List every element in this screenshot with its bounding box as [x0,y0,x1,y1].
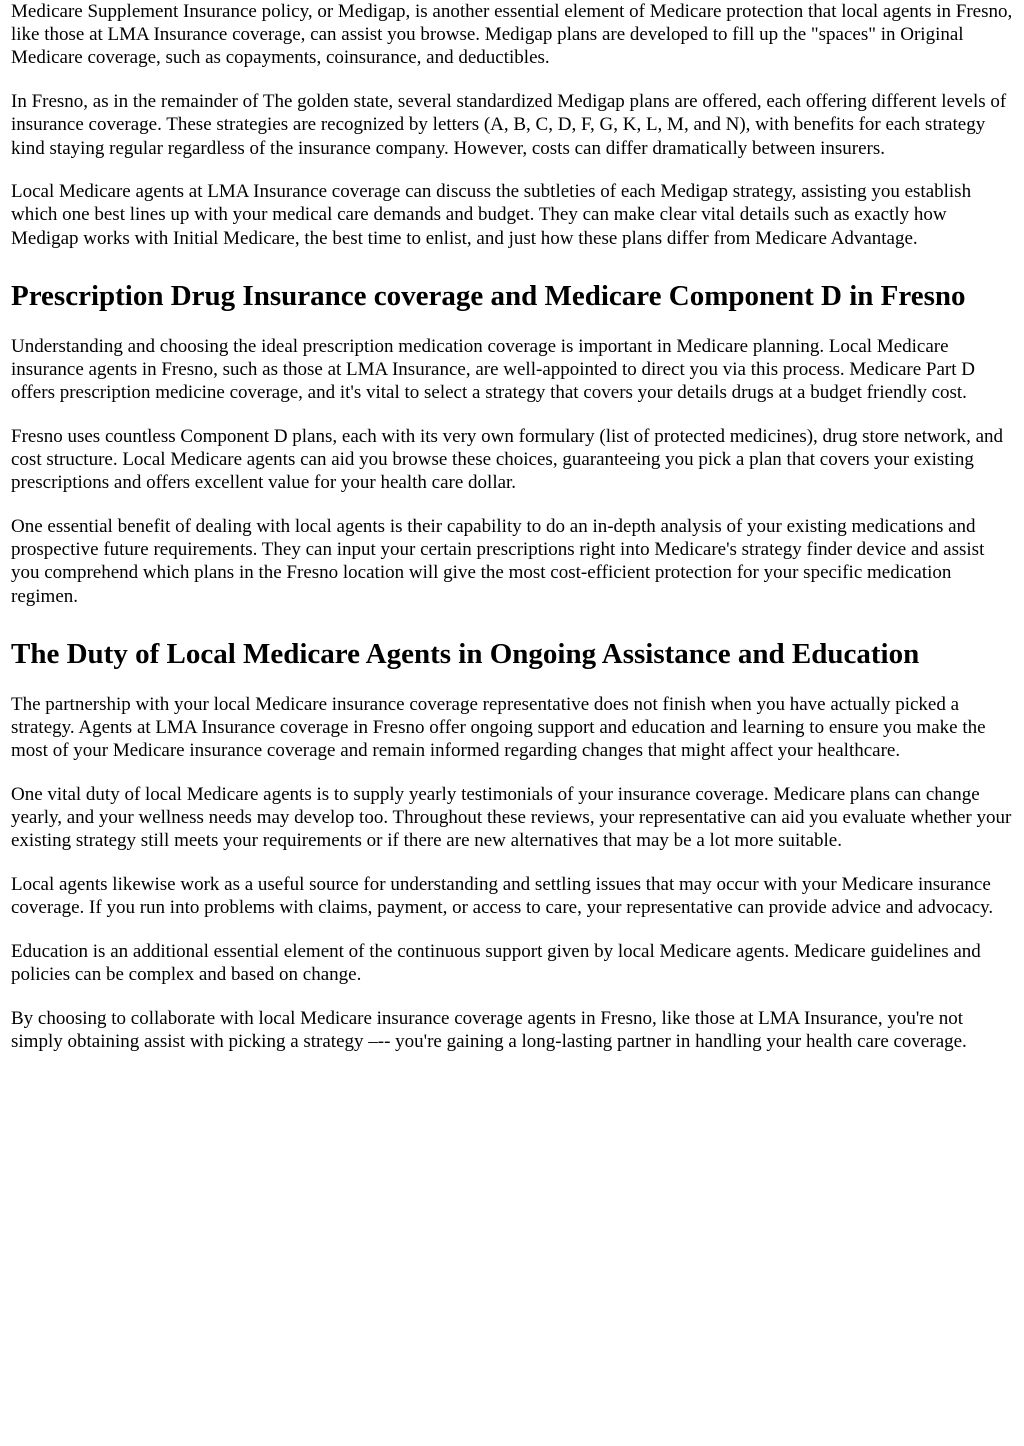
article-body [11,0,1016,1053]
paragraph: One essential benefit of dealing with local agents is their capability to do an in-depth analysis of your existing medications and prospective future requirements. They can input your certain prescriptions right into Medicare's strategy finder device and assist you comprehend which plans in the Fresno location will give the most cost-efficient protection for your specific medication regimen. [11,516,985,607]
paragraph: Fresno uses countless Component D plans, each with its very own formulary (list of protected medicines), drug store network, and cost structure. Local Medicare agents can aid you browse these choices, guaranteeing you pick a plan that covers your existing prescriptions and offers excellent value for your health care dollar. [11,425,1004,494]
section-ongoing-support [11,637,1016,1053]
paragraph: Education is an additional essential element of the continuous support given by local Medicare agents. Medicare guidelines and policies can be complex and based on change. [11,940,981,986]
paragraph: The partnership with your local Medicare insurance coverage representative does not finish when you have actually picked a strategy. Agents at LMA Insurance coverage in Fresno offer ongoing support and education and learning to ensure you make the most of your Medicare insurance coverage and remain informed regarding changes that might affect your healthcare. [11,693,986,762]
paragraph: In Fresno, as in the remainder of The golden state, several standardized Medigap plans are offered, each offering different levels of insurance coverage. These strategies are recognized by letters (A, B, C, D, F, G, K, L, M, and N), with benefits for each strategy kind staying regular regardless of the insurance company. However, costs can differ dramatically between insurers. [11,91,1007,159]
paragraph: Local Medicare agents at LMA Insurance coverage can discuss the subtleties of each Medigap strategy, assisting you establish which one best lines up with your medical care demands and budget. They can make clear vital details such as exactly how Medigap works with Initial Medicare, the best time to enlist, and just how these plans differ from Medicare Advantage. [11,181,972,249]
paragraph: Understanding and choosing the ideal prescription medication coverage is important in Medicare planning. Local Medicare insurance agents in Fresno, such as those at LMA Insurance, are well-appointed to direct you via this process. Medicare Part D offers prescription medicine coverage, and it's vital to select a strategy that covers your details drugs at a budget friendly cost. [11,335,975,404]
section-medigap [11,0,1016,250]
paragraph: Medicare Supplement Insurance policy, or Medigap, is another essential element of Medicare protection that local agents in Fresno, like those at LMA Insurance coverage, can assist you browse. Medigap plans are developed to fill up the "spaces" in Original Medicare coverage, such as copayments, coinsurance, and deductibles. [11,1,1013,69]
paragraph: Local agents likewise work as a useful source for understanding and settling issues that may occur with your Medicare insurance coverage. If you run into problems with claims, payment, or access to care, your representative can provide advice and advocacy. [11,874,994,919]
section-heading: The Duty of Local Medicare Agents in Ongoing Assistance and Education [11,637,920,670]
paragraph: One vital duty of local Medicare agents is to supply yearly testimonials of your insurance coverage. Medicare plans can change yearly, and your wellness needs may develop too. Throughout these reviews, your representative can aid you evaluate whether your existing strategy still meets your requirements or if there are new alternatives that may be a lot more suitable. [11,783,1012,852]
section-part-d [11,279,1016,608]
paragraph: By choosing to collaborate with local Medicare insurance coverage agents in Fresno, like those at LMA Insurance, you're not simply obtaining assist with picking a strategy –-- you're gaining a long-lasting partner in handling your health care coverage. [11,1007,967,1053]
section-heading: Prescription Drug Insurance coverage and Medicare Component D in Fresno [11,279,966,312]
